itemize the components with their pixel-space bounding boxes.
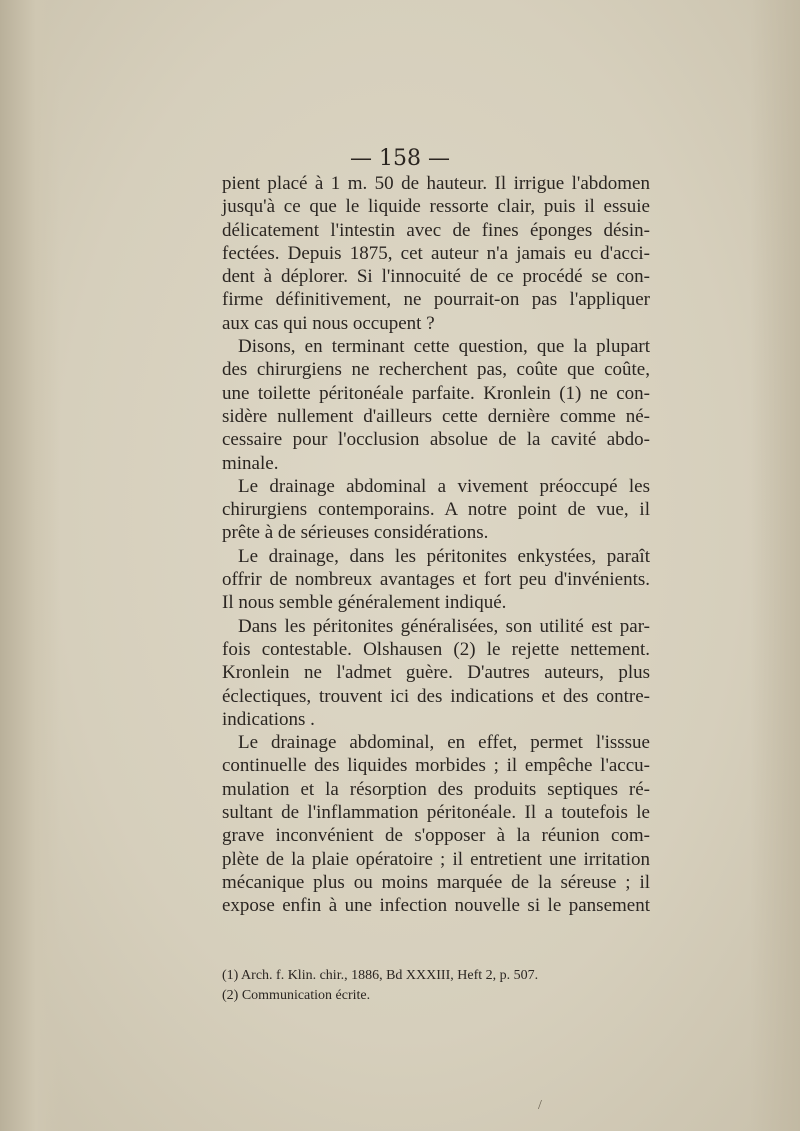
text-line: une toilette péritonéale parfaite. Kronlein (1) ne con-: [222, 382, 650, 404]
text-line: minale.: [222, 452, 279, 474]
text-line: prête à de sérieuses considérations.: [222, 522, 489, 544]
text-line: des chirurgiens ne recherchent pas, coûte que coûte,: [222, 359, 650, 381]
page-number: — 158 —: [350, 146, 450, 171]
text-line: délicatement l'intestin avec de fines éponges désin-: [222, 219, 650, 241]
text-line: Disons, en terminant cette question, que la plupart: [238, 336, 650, 358]
footnote-2: (2) Communication écrite.: [222, 988, 371, 1003]
footnote-1: (1) Arch. f. Klin. chir., 1886, Bd XXXIII, Heft 2, p. 507.: [222, 968, 539, 983]
text-line: continuelle des liquides morbides ; il empêche l'accu-: [222, 755, 650, 777]
body-text: [222, 172, 650, 918]
text-line: Dans les péritonites généralisées, son utilité est par-: [238, 615, 650, 637]
text-line: Kronlein ne l'admet guère. D'autres auteurs, plus: [222, 662, 650, 684]
text-line: grave inconvénient de s'opposer à la réunion com-: [222, 825, 650, 847]
text-line: mécanique plus ou moins marquée de la séreuse ; il: [222, 871, 650, 893]
footnotes: [222, 966, 652, 1006]
stray-mark: /: [538, 1098, 542, 1113]
text-line: Le drainage abdominal a vivement préoccupé les: [238, 475, 650, 497]
text-line: chirurgiens contemporains. A notre point de vue, il: [222, 499, 650, 521]
text-line: éclectiques, trouvent ici des indications et des contre-: [222, 685, 650, 707]
text-line: firme définitivement, ne pourrait-on pas l'appliquer: [222, 289, 650, 311]
text-line: Il nous semble généralement indiqué.: [222, 592, 507, 614]
text-line: offrir de nombreux avantages et fort peu d'invénients.: [222, 569, 650, 591]
text-line: sidère nullement d'ailleurs cette dernière comme né-: [222, 405, 650, 427]
text-line: dent à déplorer. Si l'innocuité de ce procédé se con-: [222, 266, 650, 288]
text-line: expose enfin à une infection nouvelle si le pansement: [222, 895, 650, 917]
text-line: fectées. Depuis 1875, cet auteur n'a jamais eu d'acci-: [222, 242, 650, 264]
text-line: pient placé à 1 m. 50 de hauteur. Il irrigue l'abdomen: [222, 173, 650, 194]
text-line: fois contestable. Olshausen (2) le rejette nettement.: [222, 638, 650, 660]
text-line: Le drainage, dans les péritonites enkystées, paraît: [238, 545, 650, 567]
text-line: plète de la plaie opératoire ; il entretient une irritation: [222, 848, 650, 870]
text-line: sultant de l'inflammation péritonéale. Il a toutefois le: [222, 802, 650, 824]
text-line: Le drainage abdominal, en effet, permet l'isssue: [238, 732, 650, 754]
text-line: aux cas qui nous occupent ?: [222, 312, 435, 334]
text-line: indications .: [222, 708, 315, 730]
text-line: mulation et la résorption des produits septiques ré-: [222, 778, 650, 800]
text-line: jusqu'à ce que le liquide ressorte clair, puis il essuie: [222, 196, 650, 218]
text-line: cessaire pour l'occlusion absolue de la cavité abdo-: [222, 429, 650, 451]
